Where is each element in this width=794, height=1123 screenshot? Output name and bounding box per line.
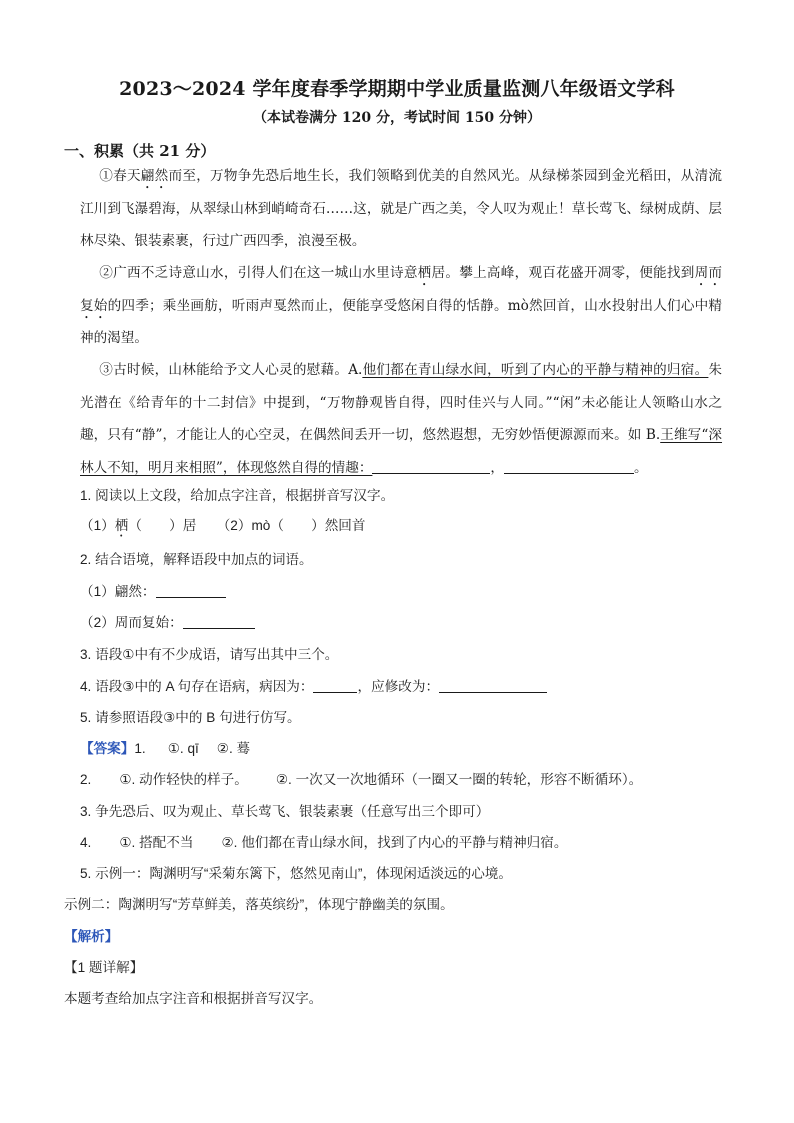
p1-dotted-word: 翩然 [140, 168, 169, 184]
question-3: 3. 语段①中有不少成语，请写出其中三个。 [80, 647, 339, 662]
a4-num: 4. [80, 835, 92, 850]
answer-4 [80, 831, 567, 851]
q1-dotted-char: 栖 [114, 518, 129, 533]
analysis-tag-text: 【解析】 [64, 929, 119, 944]
question-4 [80, 675, 547, 695]
question-1-items [80, 514, 366, 540]
passage-paragraph-3 [80, 354, 722, 484]
answer-3: 3. 争先恐后、叹为观止、草长莺飞、银装素裹（任意写出三个即可） [80, 804, 490, 819]
a1-part-1: ①. qī [167, 741, 199, 756]
analysis-text: 本题考查给加点字注音和根据拼音写汉字。 [64, 991, 323, 1006]
exam-subtitle: （本试卷满分 120 分，考试时间 150 分钟） [253, 110, 541, 126]
q4-blank-2[interactable] [439, 678, 547, 693]
q4-text-b: ，应修改为： [357, 679, 440, 694]
answer-tag: 【答案】 [80, 741, 135, 756]
passage-paragraph-1 [80, 160, 722, 258]
answer-blank-1[interactable] [372, 459, 490, 474]
p2-text-a: ②广西不乏诗意山水，引得人们在这一城山水里诗意 [99, 265, 418, 281]
q1-item-1-label: （1） [80, 518, 115, 533]
p1-text-a: ①春天 [99, 168, 141, 184]
q2-1-label: （1）翩然： [80, 584, 156, 599]
p2-text-e: 的四季；乘坐画舫，听雨声戛然而止，便能享受悠闲自得的恬静。mò然回首，山水投射出人们心中精神的渴望。 [80, 297, 723, 346]
q2-2-label: （2）周而复始： [80, 615, 183, 630]
p3-sentence-b: 王维写“深林人不知，明月来相照”，体现悠然自得的情趣： [80, 427, 723, 476]
p3-comma: ， [490, 459, 505, 476]
q2-2-blank[interactable] [183, 614, 255, 629]
a4-part-1: ①. 搭配不当 [119, 835, 194, 850]
p3-sentence-a: 他们都在青山绿水间，听到了内心的平静与精神的归宿。 [362, 362, 709, 378]
a2-num: 2. [80, 772, 92, 787]
p3-text-c: 朱光潜在《给青年的十二封信》中提到，“万物静观皆自得，四时佳兴与人同。”“闲”未必能让人领略山水之趣，只有“静”，才能让人的心空灵，在偶然间丢开一切，悠然遐想，无穷妙悟便源源而来。如 B. [80, 362, 722, 443]
passage-paragraph-2 [80, 257, 722, 355]
q1-item-rest: （ ）居 （2）mò（ ）然回首 [128, 518, 366, 533]
exam-title: 2023～2024 学年度春季学期期中学业质量监测八年级语文学科 [119, 78, 675, 100]
answer-5-b: 示例二：陶渊明写“芳草鲜美，落英缤纷”，体现宁静幽美的氛围。 [64, 897, 454, 912]
q4-blank-1[interactable] [313, 678, 357, 693]
p2-dotted-char: 栖 [417, 265, 432, 281]
p2-dotted-word: 周而复始 [80, 265, 723, 314]
a1-part-2: ②. 蓦 [216, 741, 251, 756]
p1-text-c: 而至，万物争先恐后地生长，我们领略到优美的自然风光。从绿梯茶园到金光稻田，从清流江川到飞瀑碧海，从翠绿山林到峭崎奇石……这，就是广西之美，令人叹为观止！草长莺飞、绿树成荫、层林尽染、银装素裹，行过广西四季，浪漫至极。 [80, 168, 723, 249]
answer-1 [80, 737, 250, 757]
question-2-1 [80, 580, 226, 600]
section-heading: 一、积累（共 21 分） [64, 142, 216, 160]
p3-period: 。 [634, 459, 648, 476]
question-1: 1. 阅读以上文段，给加点字注音，根据拼音写汉字。 [80, 488, 395, 503]
a2-part-1: ①. 动作轻快的样子。 [119, 772, 248, 787]
p3-text-a: ③古时候，山林能给予文人心灵的慰藉。A. [99, 362, 363, 378]
answer-2 [80, 768, 642, 788]
analysis-subheading: 【1 题详解】 [64, 960, 144, 975]
a1-num: 1. [134, 741, 146, 756]
answer-blank-2[interactable] [504, 459, 634, 474]
answer-5: 5. 示例一：陶渊明写“采菊东篱下，悠然见南山”，体现闲适淡远的心境。 [80, 866, 512, 881]
a4-part-2: ②. 他们都在青山绿水间，找到了内心的平静与精神归宿。 [221, 835, 568, 850]
question-2: 2. 结合语境，解释语段中加点的词语。 [80, 552, 313, 567]
q2-1-blank[interactable] [156, 583, 226, 598]
question-5: 5. 请参照语段③中的 B 句进行仿写。 [80, 710, 301, 725]
p2-text-c: 居。攀上高峰，观百花盛开凋零，便能找到 [431, 265, 695, 281]
q4-text-a: 4. 语段③中的 A 句存在语病，病因为： [80, 679, 314, 694]
question-2-2 [80, 611, 255, 631]
a2-part-2: ②. 一次又一次地循环（一圈又一圈的转轮，形容不断循环）。 [275, 772, 643, 787]
analysis-tag [64, 925, 118, 945]
